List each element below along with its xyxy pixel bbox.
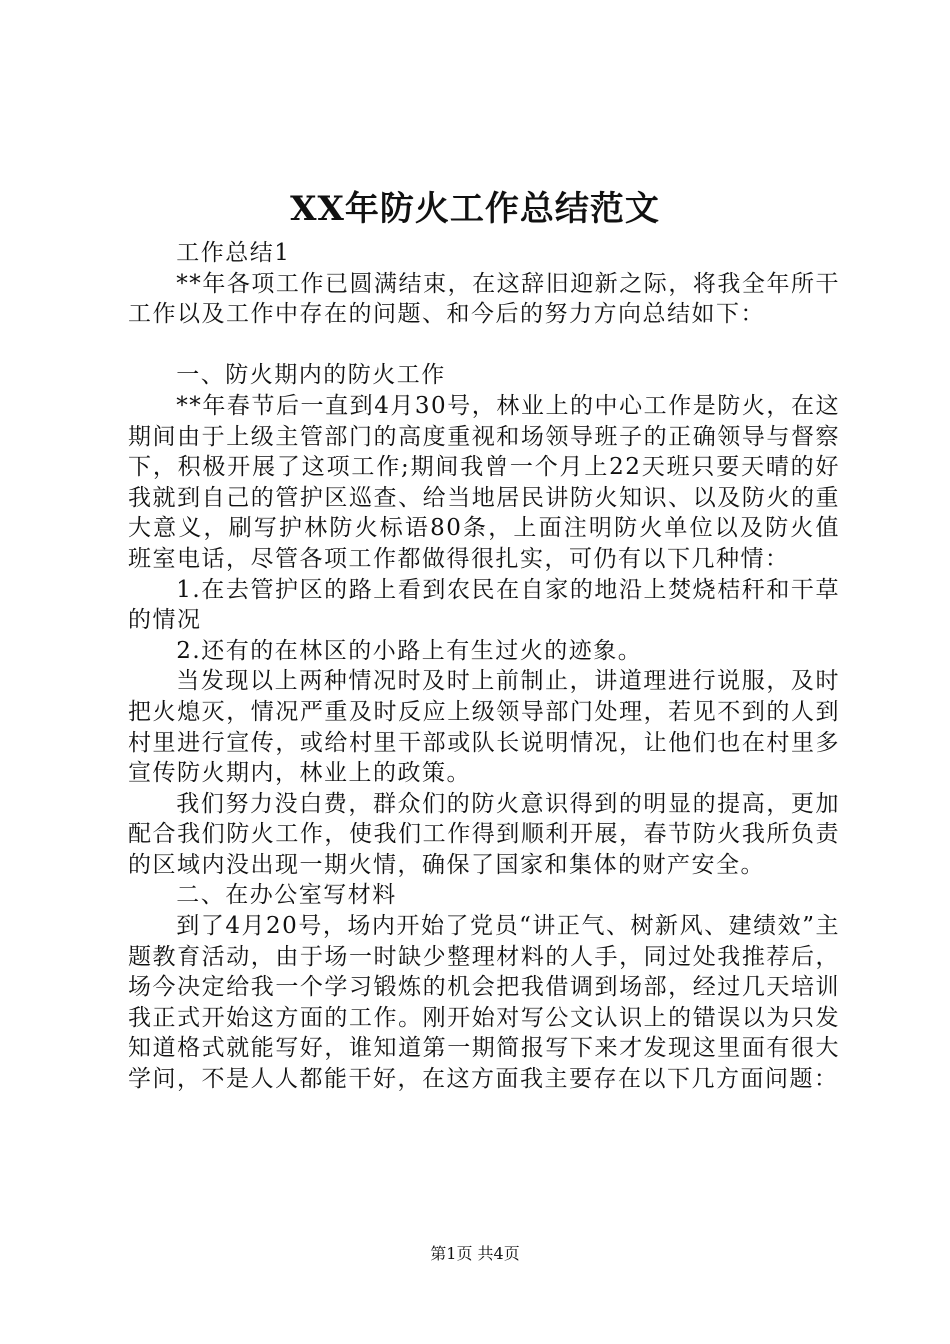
page-footer: 第1页 共4页 xyxy=(430,1244,520,1263)
list-item-2: 2.还有的在林区的小路上有生过火的迹象。 xyxy=(176,637,643,664)
paragraph-results: 我们努力没白费，群众们的防火意识得到的明显的提高，更加配合我们防火工作，使我们工作得到顺利开展，春节防火我所负责的区域内没出现一期火情，确保了国家和集体的财产安全。 xyxy=(128,790,840,878)
paragraph-office-work: 到了4月20号，场内开始了党员“讲正气、树新风、建绩效”主题教育活动，由于场一时缺少整理材料的人手，同过处我推荐后，场今决定给我一个学习锻炼的机会把我借调到场部，经过几天培训我正式开始这方面的工作。刚开始对写公文认识上的错误以为只发知道格式就能写好，谁知道第一期简报写下来才发现这里面有很大学问，不是人人都能干好，在这方面我主要存在以下几方面问题： xyxy=(128,913,840,1093)
paragraph-fire-work: **年春节后一直到4月30号，林业上的中心工作是防火，在这期间由于上级主管部门的高度重视和场领导班子的正确领导与督察下，积极开展了这项工作;期间我曾一个月上22天班只要天晴的好我就到自己的管护区巡查、给当地居民讲防火知识、以及防火的重大意义，刷写护林防火标语80条，上面注明防火单位以及防火值班室电话，尽管各项工作都做得很扎实，可仍有以下几种情： xyxy=(128,392,840,572)
paragraph-intro: **年各项工作已圆满结束，在这辞旧迎新之际，将我全年所干工作以及工作中存在的问题、和今后的努力方向总结如下： xyxy=(128,270,840,328)
paragraph-response: 当发现以上两种情况时及时上前制止，讲道理进行说服，及时把火熄灭，情况严重及时反应上级领导部门处理，若见不到的人到村里进行宣传，或给村里干部或队长说明情况，让他们也在村里多宣传防火期内，林业上的政策。 xyxy=(128,668,840,787)
document-title: XX年防火工作总结范文 xyxy=(290,189,660,229)
section-heading-office: 二、在办公室写材料 xyxy=(176,882,397,909)
paragraph-heading-summary: 工作总结1 xyxy=(176,240,291,266)
list-item-1: 1.在去管护区的路上看到农民在自家的地沿上焚烧桔秆和干草的情况 xyxy=(128,576,840,634)
document-body xyxy=(128,238,840,1095)
section-heading-fire-prevention: 一、防火期内的防火工作 xyxy=(176,362,446,389)
